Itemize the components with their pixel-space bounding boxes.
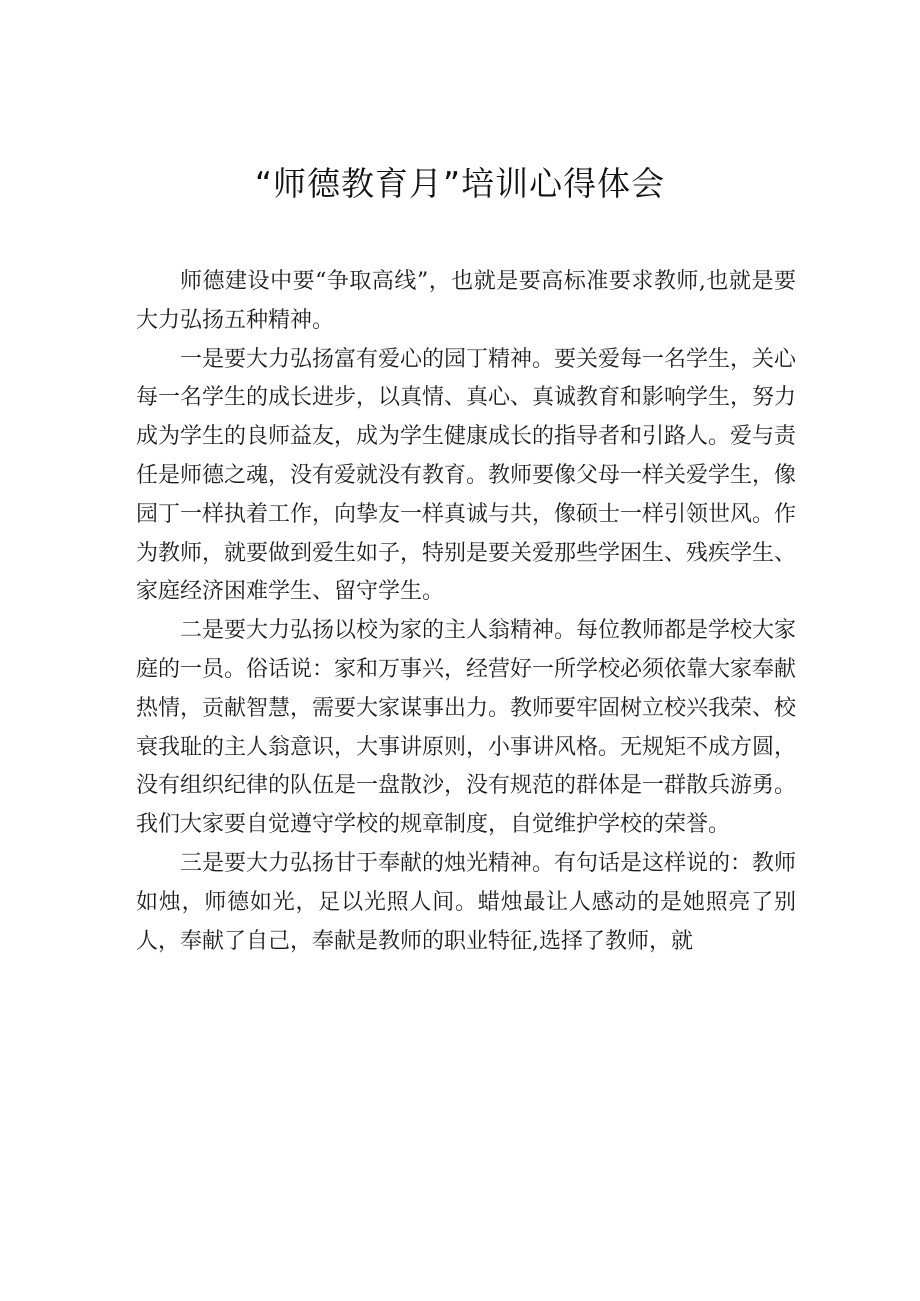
paragraph-ownership-spirit: 二是要大力弘扬以校为家的主人翁精神。每位教师都是学校大家庭的一员。俗话说：家和万事兴，经营好一所学校必须依靠大家奉献热情，贡献智慧，需要大家谋事出力。教师要牢固树立校兴我荣、校衰我耻的主人翁意识，大事讲原则，小事讲风格。无规矩不成方圆，没有组织纪律的队伍是一盘散沙，没有规范的群体是一群散兵游勇。我们大家要自觉遵守学校的规章制度，自觉维护学校的荣誉。 [136,618,797,838]
document-title: “师德教育月”培训心得体会 [254,164,666,203]
paragraph-intro: 师德建设中要“争取高线”，也就是要高标准要求教师,也就是要大力弘扬五种精神。 [136,269,796,333]
paragraph-gardener-spirit: 一是要大力弘扬富有爱心的园丁精神。要关爱每一名学生，关心每一名学生的成长进步，以真情、真心、真诚教育和影响学生，努力成为学生的良师益友，成为学生健康成长的指导者和引路人。爱与责任是师德之魂，没有爱就没有教育。教师要像父母一样关爱学生，像园丁一样执着工作，向挚友一样真诚与共，像硕士一样引领世风。作为教师，就要做到爱生如子，特别是要关爱那些学困生、残疾学生、家庭经济困难学生、留守学生。 [136,346,797,605]
paragraph-candle-spirit: 三是要大力弘扬甘于奉献的烛光精神。有句话是这样说的：教师如烛，师德如光，足以光照人间。蜡烛最让人感动的是她照亮了别人，奉献了自己，奉献是教师的职业特征,选择了教师，就 [136,850,797,954]
document-body [136,263,796,961]
